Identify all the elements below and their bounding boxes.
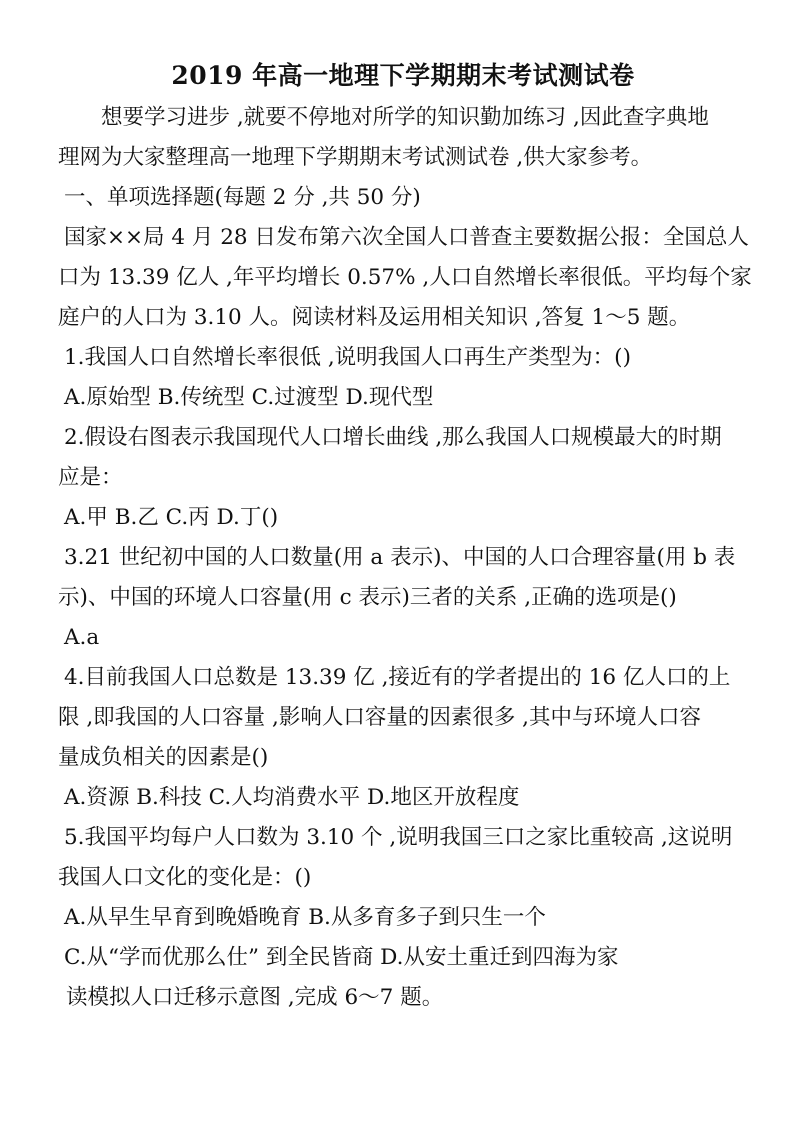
question-4-line-1: 4.目前我国人口总数是 13.39 亿 ,接近有的学者提出的 16 亿人口的上 — [64, 665, 731, 690]
question-4-options: A.资源 B.科技 C.人均消费水平 D.地区开放程度 — [64, 785, 520, 810]
question-2-line-1: 2.假设右图表示我国现代人口增长曲线 ,那么我国人口规模最大的时期 — [64, 425, 722, 450]
question-1: 1.我国人口自然增长率很低 ,说明我国人口再生产类型为：() — [64, 345, 631, 370]
intro-line-1: 想要学习进步 ,就要不停地对所学的知识勤加练习 ,因此查字典地 — [101, 105, 709, 130]
question-5-options-2: C.从“学而优那么仕” 到全民皆商 D.从安土重迁到四海为家 — [64, 945, 619, 970]
section-heading: 一、单项选择题(每题 2 分 ,共 50 分) — [64, 185, 421, 210]
question-2-line-2: 应是： — [58, 465, 123, 490]
intro-line-2: 理网为大家整理高一地理下学期期末考试测试卷 ,供大家参考。 — [58, 145, 653, 170]
question-5-options-1: A.从早生早育到晚婚晚育 B.从多育多子到只生一个 — [64, 905, 546, 930]
question-4-line-3: 量成负相关的因素是() — [58, 745, 269, 770]
question-3-line-2: 示)、中国的环境人口容量(用 c 表示)三者的关系 ,正确的选项是() — [58, 585, 677, 610]
material-line-1: 国家××局 4 月 28 日发布第六次全国人口普查主要数据公报：全国总人 — [64, 225, 749, 250]
question-3-options: A.a — [64, 625, 100, 650]
document-title: 2019 年高一地理下学期期末考试测试卷 — [171, 61, 635, 90]
question-5-line-1: 5.我国平均每户人口数为 3.10 个 ,说明我国三口之家比重较高 ,这说明 — [64, 825, 733, 850]
closing-instruction: 读模拟人口迁移示意图 ,完成 6～7 题。 — [66, 985, 444, 1010]
question-2-options: A.甲 B.乙 C.丙 D.丁() — [64, 505, 279, 530]
question-4-line-2: 限 ,即我国的人口容量 ,影响人口容量的因素很多 ,其中与环境人口容 — [58, 705, 702, 730]
material-line-2: 口为 13.39 亿人 ,年平均增长 0.57% ,人口自然增长率很低。平均每个家 — [58, 265, 752, 290]
question-1-options: A.原始型 B.传统型 C.过渡型 D.现代型 — [64, 385, 434, 410]
question-3-line-1: 3.21 世纪初中国的人口数量(用 a 表示)、中国的人口合理容量(用 b 表 — [64, 545, 736, 570]
question-5-line-2: 我国人口文化的变化是：() — [58, 865, 312, 890]
material-line-3: 庭户的人口为 3.10 人。阅读材料及运用相关知识 ,答复 1～5 题。 — [58, 305, 691, 330]
